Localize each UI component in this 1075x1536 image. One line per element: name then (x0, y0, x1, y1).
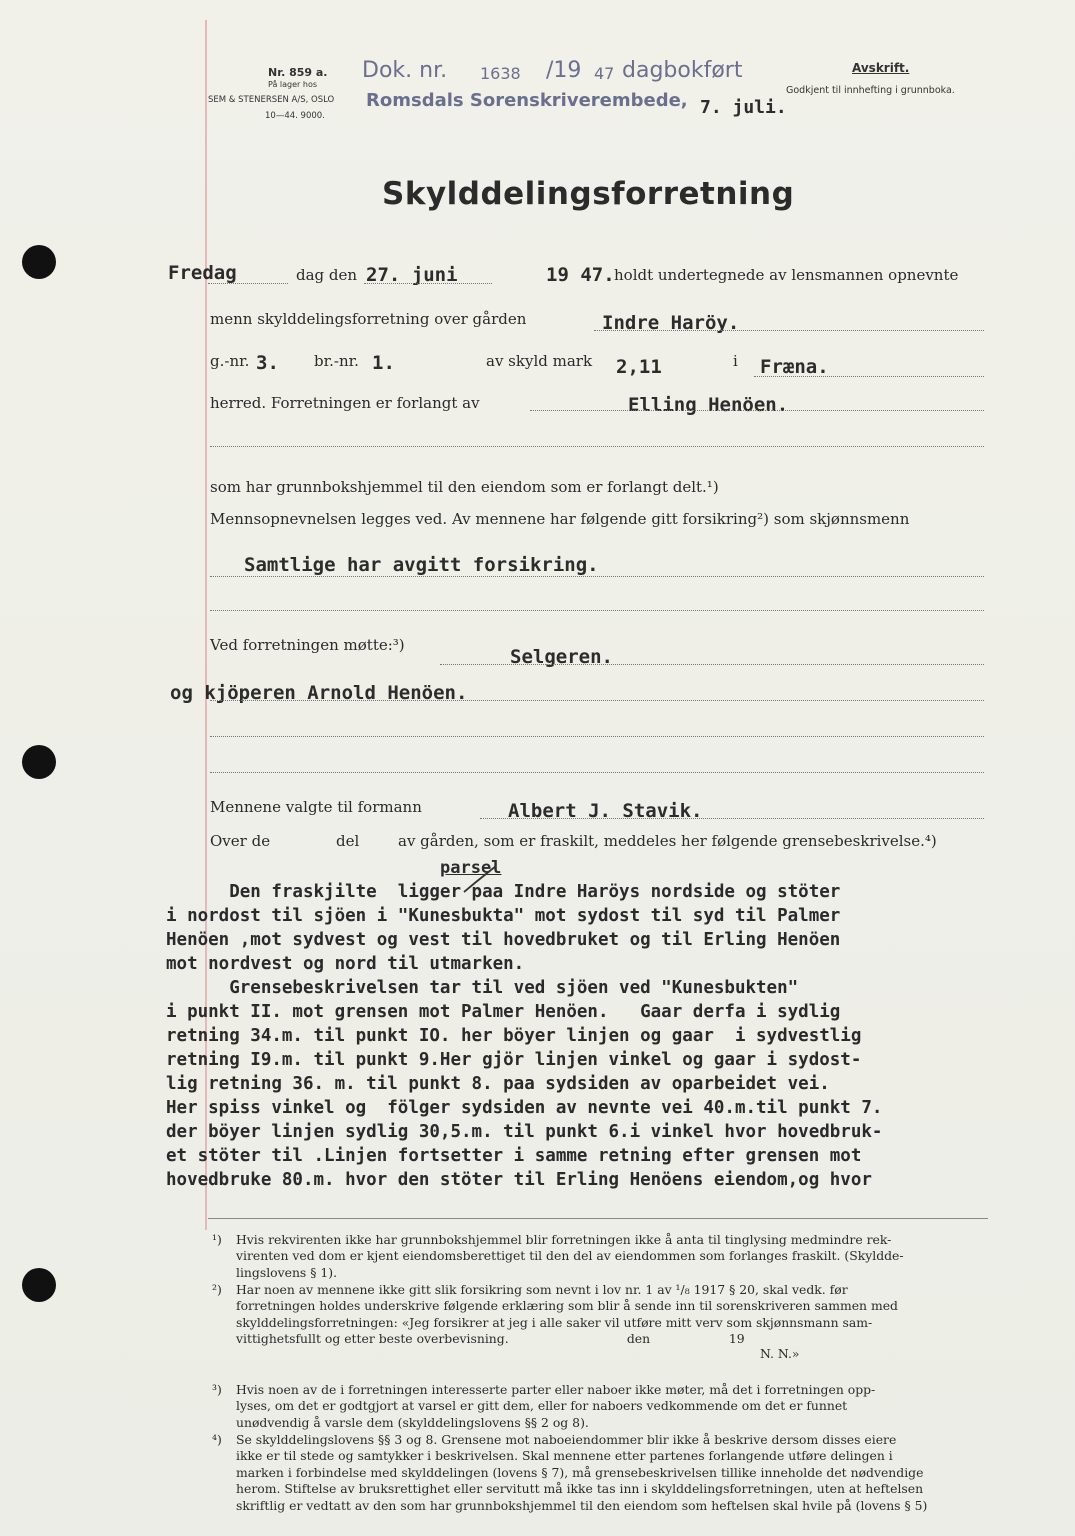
footnote-line: virenten ved dom er kjent eiendomsberettiget til den del av eiendommen som forlanges fraskilt. (Skyldde- (236, 1248, 904, 1264)
herred-field: Fræna. (760, 356, 829, 378)
footnote-line: forretningen holdes underskrive følgende erklæring som blir å sende inn til sorenskriveren sammen med (236, 1298, 898, 1314)
del-label: del (336, 832, 360, 850)
footnote-line: skylddelingsforretningen: «Jeg forsikrer at jeg i alle saker vil utføre mitt verv som skjønnsmann sam- (236, 1314, 873, 1330)
footnote-line: skriftlig er vedtatt av den som har grunnbokshjemmel til den eiendom som heftelsen skal hvile på (lovens § 5) (236, 1497, 928, 1513)
footnote-mark: ³) (212, 1382, 222, 1397)
mennsop-text: Mennsopnevnelsen legges ved. Av mennene har følgende gitt forsikring²) som skjønnsmenn (210, 510, 910, 528)
description-line: hovedbruke 80.m. hvor den stöter til Erling Henöens eiendom,og hvor (166, 1170, 872, 1190)
garden-text: av gården, som er fraskilt, meddeles her følgende grensebeskrivelse.⁴) (398, 832, 937, 850)
formann-label: Mennene valgte til formann (210, 798, 422, 816)
footnote-line: Har noen av mennene ikke gitt slik forsikring som nevnt i lov nr. 1 av ¹/₈ 1917 § 20, skal vedk. før (236, 1282, 848, 1297)
requester-field: Elling Henöen. (628, 394, 789, 416)
i-label: i (733, 352, 738, 370)
footnote-line: lyses, om det er godtgjort at varsel er gitt dem, eller for naboers vedkommende om det er funnet (236, 1398, 848, 1414)
punch-hole (22, 1268, 56, 1302)
footnote-divider (208, 1218, 988, 1219)
brnr-label: br.-nr. (314, 352, 359, 370)
godkjent-label: Godkjent til innhefting i grunnboka. (786, 85, 955, 96)
skyld-field: 2,11 (616, 356, 662, 378)
stamp-office: Romsdals Sorenskriverembede, (366, 90, 688, 111)
description-line: et stöter til .Linjen fortsetter i samme retning efter grensen mot (166, 1146, 862, 1166)
footnote (236, 1232, 904, 1281)
stamp-date: 7. juli. (700, 97, 787, 118)
footnote (236, 1282, 898, 1348)
description-line: i punkt II. mot grensen mot Palmer Henöen. Gaar derfa i sydlig (166, 1002, 841, 1022)
stamp-dok-number: 1638 (480, 64, 521, 83)
forsikring-field: Samtlige har avgitt forsikring. (244, 554, 599, 576)
herred-label: herred. Forretningen er forlangt av (210, 394, 480, 412)
mote-field: og kjöperen Arnold Henöen. (170, 682, 468, 704)
description-line: retning 34.m. til punkt IO. her böyer linjen og gaar i sydvestlig (166, 1026, 862, 1046)
footnote-line: vittighetsfullt og etter beste overbevisning. den 19 (236, 1331, 745, 1347)
day-field: Fredag (168, 262, 237, 284)
boundary-description (166, 880, 882, 1192)
footnote-line: Se skylddelingslovens §§ 3 og 8. Grensene mot naboeiendommer blir ikke å beskrive dersom disses eiere (236, 1432, 897, 1447)
year-field: 19 47. (546, 264, 615, 286)
footnote-line: Hvis rekvirenten ikke har grunnbokshjemmel blir forretningen ikke å anta til tinglysing medmindre rek- (236, 1232, 892, 1247)
description-line: retning I9.m. til punkt 9.Her gjör linjen vinkel og gaar i sydost- (166, 1050, 862, 1070)
gnr-label: g.-nr. (210, 352, 250, 370)
footnote-signature: N. N.» (760, 1346, 800, 1361)
mote-label: Ved forretningen møtte:³) (210, 636, 405, 654)
punch-hole (22, 245, 56, 279)
description-line: lig retning 36. m. til punkt 8. paa sydsiden av oparbeidet vei. (166, 1074, 830, 1094)
gnr-field: 3. (256, 352, 279, 374)
footnote-line: marken i forbindelse med skylddelingen (lovens § 7), må grensebeskrivelsen tillike inneholde det nødvendige (236, 1464, 924, 1480)
held-text: holdt undertegnede av lensmannen opnevnte (614, 266, 959, 284)
stamp-dok: Dok. nr. (362, 58, 448, 83)
day-label: dag den (296, 266, 358, 284)
form-number: Nr. 859 a. (268, 66, 328, 79)
description-line: der böyer linjen sydlig 30,5.m. til punkt 6.i vinkel hvor hovedbruk- (166, 1122, 883, 1142)
footnote-line: unødvendig å varsle dem (skylddelingslovens §§ 2 og 8). (236, 1414, 589, 1430)
date-field: 27. juni (366, 264, 458, 286)
stamp-year-label: /19 (546, 58, 582, 83)
footnote-mark: ¹) (212, 1232, 222, 1247)
mote-field: Selgeren. (510, 646, 613, 668)
footnote (236, 1432, 927, 1514)
stamp-year: 47 (594, 64, 615, 83)
footnote-line: herom. Stiftelse av bruksrettighet eller servitutt må ikke tas inn i skylddelingsforretningen, uten at heftelsen (236, 1481, 924, 1497)
description-line: i nordost til sjöen i "Kunesbukta" mot sydost til syd til Palmer (166, 906, 841, 926)
publisher-line: SEM & STENERSEN A/S, OSLO (208, 95, 335, 105)
footnote-mark: ⁴) (212, 1432, 222, 1447)
description-line: mot nordvest og nord til utmarken. (166, 954, 525, 974)
description-line: Henöen ,mot sydvest og vest til hovedbruket og til Erling Henöen (166, 930, 841, 950)
page-title: Skylddelingsforretning (382, 176, 795, 212)
farm-field: Indre Haröy. (602, 312, 740, 334)
footnote-line: lingslovens § 1). (236, 1264, 338, 1280)
description-line: Den fraskjilte ligger paa Indre Haröys nordside og stöter (166, 882, 841, 902)
publisher-line: På lager hos (268, 80, 317, 89)
footnote-mark: ²) (212, 1282, 222, 1297)
description-line: Her spiss vinkel og fölger sydsiden av nevnte vei 40.m.til punkt 7. (166, 1098, 883, 1118)
grunnbok-text: som har grunnbokshjemmel til den eiendom som er forlangt delt.¹) (210, 478, 719, 496)
skyld-label: av skyld mark (486, 352, 593, 370)
brnr-field: 1. (372, 352, 395, 374)
men-text: menn skylddelingsforretning over gården (210, 310, 527, 328)
footnote-line: ikke er til stede og samtykker i beskrivelsen. Skal mennene etter partenes forlangende utføre delingen i (236, 1448, 893, 1464)
description-line: Grensebeskrivelsen tar til ved sjöen ved "Kunesbukten" (166, 978, 799, 998)
parsel-insert: parsel (440, 858, 502, 878)
stamp-dagbokfort: dagbokført (622, 58, 743, 83)
over-de-label: Over de (210, 832, 271, 850)
footnote-line: Hvis noen av de i forretningen interesserte parter eller naboer ikke møter, må det i forretningen opp- (236, 1382, 876, 1397)
publisher-line: 10—44. 9000. (265, 111, 325, 121)
punch-hole (22, 745, 56, 779)
formann-field: Albert J. Stavik. (508, 800, 703, 822)
footnote (236, 1382, 875, 1431)
avskrift-label: Avskrift. (852, 61, 910, 75)
